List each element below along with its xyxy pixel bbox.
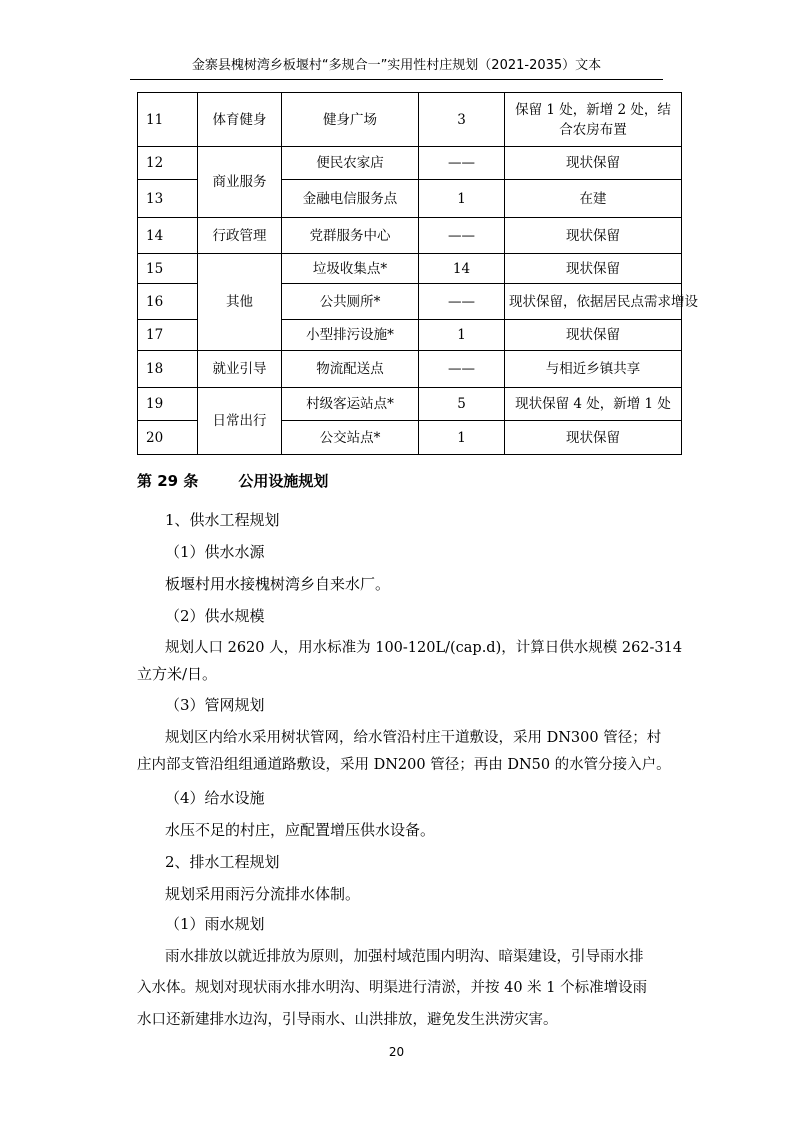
document-title: 金寨县槐树湾乡板堰村“多规合一”实用性村庄规划（2021-2035）文本 (191, 58, 602, 73)
item-cell: 垃圾收集点* (282, 254, 419, 284)
category-cell: 商业服务 (198, 147, 282, 218)
note-cell: 在建 (505, 180, 682, 218)
note-cell: 现状保留 (505, 218, 682, 254)
paragraph: 水压不足的村庄，应配置增压供水设备。 (165, 821, 436, 839)
category-cell: 其他 (198, 254, 282, 351)
section-heading: 2、排水工程规划 (165, 853, 280, 871)
article-number: 第 29 条 (137, 472, 199, 490)
paragraph-line: 入水体。规划对现状雨水排水明沟、明渠进行清淤，并按 40 米 1 个标准增设雨 (137, 980, 648, 996)
item-cell: 健身广场 (282, 93, 419, 147)
paragraph-line: 水口还新建排水边沟，引导雨水、山洪排放，避免发生洪涝灾害。 (137, 1012, 558, 1028)
count-cell: —— (419, 218, 505, 254)
row-number: 15 (138, 254, 198, 284)
subsection-heading: （1）雨水规划 (165, 915, 265, 933)
note-cell: 现状保留，依据居民点需求增设 (505, 284, 682, 320)
count-cell: —— (419, 284, 505, 320)
article-title: 公用设施规划 (238, 472, 329, 490)
paragraph-line: 立方米/日。 (137, 665, 218, 683)
count-cell: —— (419, 351, 505, 388)
body-text (137, 0, 687, 1122)
note-cell: 现状保留 (505, 421, 682, 455)
count-cell: —— (419, 147, 505, 180)
subsection-heading: （2）供水规模 (165, 607, 265, 625)
section-heading: 1、供水工程规划 (165, 511, 280, 529)
count-cell: 3 (419, 93, 505, 147)
count-cell: 1 (419, 180, 505, 218)
row-number: 11 (138, 93, 198, 147)
note-cell: 现状保留 (505, 320, 682, 351)
count-cell: 1 (419, 320, 505, 351)
paragraph: 规划采用雨污分流排水体制。 (165, 885, 361, 903)
item-cell: 党群服务中心 (282, 218, 419, 254)
category-cell: 日常出行 (198, 388, 282, 455)
category-cell: 就业引导 (198, 351, 282, 388)
note-cell: 现状保留 (505, 147, 682, 180)
count-cell: 1 (419, 421, 505, 455)
subsection-heading: （4）给水设施 (165, 789, 265, 807)
item-cell: 小型排污设施* (282, 320, 419, 351)
article-heading (137, 470, 328, 492)
item-cell: 物流配送点 (282, 351, 419, 388)
note-cell: 现状保留 4 处，新增 1 处 (505, 388, 682, 421)
paragraph-line: 规划人口 2620 人，用水标准为 100-120L/(cap.d)，计算日供水规模 262-314 (165, 640, 683, 656)
subsection-heading: （1）供水水源 (165, 543, 265, 561)
subsection-heading: （3）管网规划 (165, 696, 265, 714)
row-number: 17 (138, 320, 198, 351)
row-number: 14 (138, 218, 198, 254)
row-number: 20 (138, 421, 198, 455)
category-cell: 行政管理 (198, 218, 282, 254)
row-number: 18 (138, 351, 198, 388)
paragraph-line: 规划区内给水采用树状管网，给水管沿村庄干道敷设，采用 DN300 管径；村 (165, 730, 662, 746)
paragraph-line: 雨水排放以就近排放为原则，加强村域范围内明沟、暗渠建设，引导雨水排 (165, 949, 644, 965)
count-cell: 5 (419, 388, 505, 421)
page-number: 20 (388, 1045, 405, 1059)
item-cell: 村级客运站点* (282, 388, 419, 421)
note-cell: 现状保留 (505, 254, 682, 284)
paragraph-line: 庄内部支管沿组组通道路敷设，采用 DN200 管径；再由 DN50 的水管分接入户。 (137, 757, 671, 773)
paragraph: 板堰村用水接槐树湾乡自来水厂。 (165, 575, 391, 593)
row-number: 13 (138, 180, 198, 218)
count-cell: 14 (419, 254, 505, 284)
item-cell: 公交站点* (282, 421, 419, 455)
category-cell: 体育健身 (198, 93, 282, 147)
item-cell: 便民农家店 (282, 147, 419, 180)
row-number: 12 (138, 147, 198, 180)
item-cell: 金融电信服务点 (282, 180, 419, 218)
row-number: 16 (138, 284, 198, 320)
item-cell: 公共厕所* (282, 284, 419, 320)
note-cell: 保留 1 处，新增 2 处，结合农房布置 (505, 93, 682, 147)
note-cell: 与相近乡镇共享 (505, 351, 682, 388)
row-number: 19 (138, 388, 198, 421)
